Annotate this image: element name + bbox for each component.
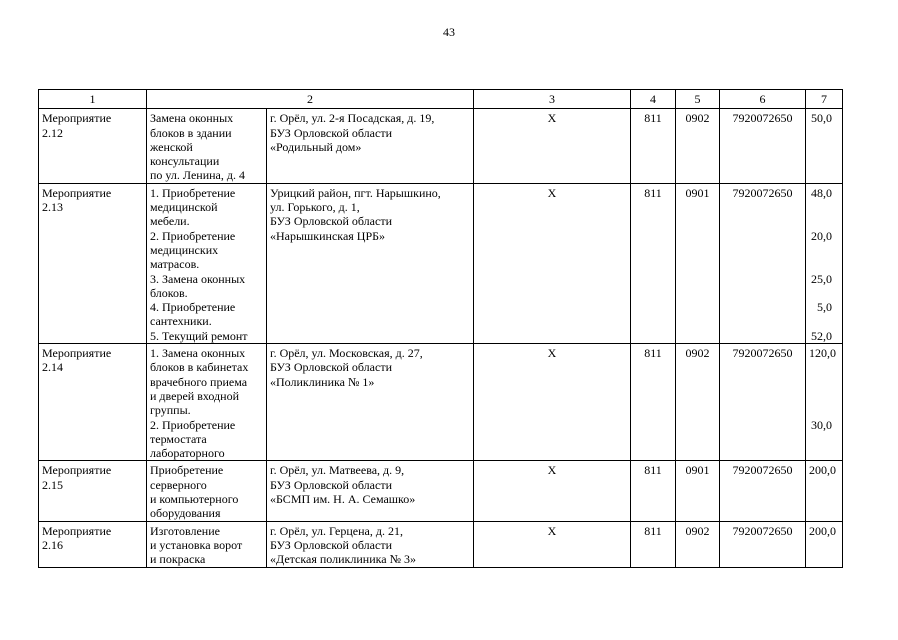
table-row — [39, 344, 843, 461]
measure-description-line: 2. Приобретение — [150, 417, 236, 432]
measure-description-line: 4. Приобретение — [150, 300, 236, 315]
measure-col-3: Х — [474, 344, 631, 461]
measure-name-line: Мероприятие — [42, 185, 112, 200]
measure-name — [39, 109, 147, 183]
page-number: 43 — [443, 25, 455, 39]
measure-name-line: Мероприятие — [42, 463, 112, 478]
table-body — [39, 109, 843, 567]
measure-address-line: «Поликлиника № 1» — [270, 374, 375, 389]
measure-col-4: 811 — [631, 109, 676, 183]
amount-value: 48,0 — [811, 185, 832, 200]
measure-description-line: медицинских — [150, 242, 219, 257]
measure-description-line: блоков в кабинетах — [150, 360, 249, 375]
measure-col-6: 7920072650 — [720, 183, 806, 343]
measure-description — [147, 109, 267, 183]
measure-description-line: оборудования — [150, 506, 221, 521]
header-col-5: 5 — [676, 90, 720, 109]
measure-name — [39, 521, 147, 567]
measure-address-line: БУЗ Орловской области — [270, 360, 392, 375]
amount-value: 200,0 — [809, 463, 836, 478]
header-col-1: 1 — [39, 90, 147, 109]
measure-description-line: врачебного приема — [150, 374, 248, 389]
measure-amounts — [806, 109, 843, 183]
measures-table — [38, 89, 843, 568]
header-row — [39, 90, 843, 109]
amount-value: 200,0 — [809, 523, 836, 538]
header-col-7: 7 — [806, 90, 843, 109]
measure-description-line: женской — [150, 139, 193, 154]
measure-description-line: 1. Замена оконных — [150, 346, 246, 361]
measure-col-4: 811 — [631, 461, 676, 521]
amount-gap — [809, 243, 832, 272]
measure-name-line: Мероприятие — [42, 523, 112, 538]
measure-address — [267, 344, 474, 461]
measure-name — [39, 344, 147, 461]
measure-description-line: медицинской — [150, 200, 218, 215]
amount-value: 25,0 — [811, 271, 832, 286]
measure-description-line: 3. Замена оконных — [150, 271, 246, 286]
measure-address-line: г. Орёл, ул. 2-я Посадская, д. 19, — [270, 111, 435, 126]
measure-col-6: 7920072650 — [720, 109, 806, 183]
measure-address — [267, 521, 474, 567]
measure-col-5: 0902 — [676, 521, 720, 567]
measure-col-3: Х — [474, 461, 631, 521]
measure-description-line: и покраска — [150, 552, 206, 567]
measure-name — [39, 461, 147, 521]
amount-value: 50,0 — [811, 111, 832, 126]
measure-description-line: Изготовление — [150, 523, 220, 538]
measure-name — [39, 183, 147, 343]
measure-description-line: серверного — [150, 477, 207, 492]
measure-col-6: 7920072650 — [720, 461, 806, 521]
measure-address-line: «Нарышкинская ЦРБ» — [270, 228, 386, 243]
measure-description-line: термостата — [150, 431, 207, 446]
measure-col-5: 0901 — [676, 183, 720, 343]
measure-description-line: консультации — [150, 154, 220, 169]
measure-description-line: 5. Текущий ремонт — [150, 328, 248, 343]
amount-gap — [809, 314, 832, 328]
measure-name-line: 2.14 — [42, 360, 63, 375]
measure-name-line: 2.16 — [42, 537, 63, 552]
measure-address-line: «Детская поликлиника № 3» — [270, 552, 417, 567]
amount-value: 120,0 — [809, 346, 836, 361]
amount-value: 52,0 — [811, 328, 832, 343]
measure-description-line: матрасов. — [150, 257, 200, 272]
measure-address-line: «Родильный дом» — [270, 139, 362, 154]
amount-gap — [809, 360, 832, 417]
header-col-3: 3 — [474, 90, 631, 109]
measure-description-line: лабораторного — [150, 446, 225, 461]
measure-name-line: 2.12 — [42, 125, 63, 140]
measure-address-line: БУЗ Орловской области — [270, 537, 392, 552]
table-row — [39, 183, 843, 343]
measure-description-line: 2. Приобретение — [150, 228, 236, 243]
measure-amounts — [806, 344, 843, 461]
measure-address-line: г. Орёл, ул. Герцена, д. 21, — [270, 523, 403, 538]
amount-gap — [809, 286, 832, 300]
table-row — [39, 521, 843, 567]
measure-col-6: 7920072650 — [720, 521, 806, 567]
measure-description-line: 1. Приобретение — [150, 185, 236, 200]
measure-address-line: г. Орёл, ул. Московская, д. 27, — [270, 346, 423, 361]
measure-description-line: и установка ворот — [150, 537, 243, 552]
amount-value: 30,0 — [811, 417, 832, 432]
measure-col-4: 811 — [631, 521, 676, 567]
measure-col-5: 0902 — [676, 344, 720, 461]
header-col-4: 4 — [631, 90, 676, 109]
table-header — [39, 90, 843, 109]
measure-description — [147, 183, 267, 343]
measure-col-6: 7920072650 — [720, 344, 806, 461]
measure-amounts — [806, 521, 843, 567]
measure-address — [267, 183, 474, 343]
measure-col-4: 811 — [631, 183, 676, 343]
amount-value: 20,0 — [811, 228, 832, 243]
measure-address — [267, 461, 474, 521]
measure-col-3: Х — [474, 521, 631, 567]
measure-description-line: и дверей входной — [150, 388, 240, 403]
measure-col-3: Х — [474, 109, 631, 183]
measure-name-line: Мероприятие — [42, 346, 112, 361]
measure-description-line: Замена оконных — [150, 111, 234, 126]
measure-description-line: по ул. Ленина, д. 4 — [150, 168, 245, 183]
measure-col-4: 811 — [631, 344, 676, 461]
measure-name-line: 2.15 — [42, 477, 63, 492]
amount-value: 5,0 — [817, 300, 832, 315]
measure-address — [267, 109, 474, 183]
table-row — [39, 109, 843, 183]
measure-name-line: Мероприятие — [42, 111, 112, 126]
measure-description-line: группы. — [150, 403, 191, 418]
measure-address-line: БУЗ Орловской области — [270, 477, 392, 492]
measure-description-line: мебели. — [150, 214, 190, 229]
measure-description — [147, 461, 267, 521]
measure-description — [147, 344, 267, 461]
measure-address-line: г. Орёл, ул. Матвеева, д. 9, — [270, 463, 405, 478]
measure-address-line: «БСМП им. Н. А. Семашко» — [270, 492, 416, 507]
measure-description-line: и компьютерного — [150, 492, 239, 507]
measure-col-5: 0901 — [676, 461, 720, 521]
measure-col-5: 0902 — [676, 109, 720, 183]
measure-description-line: Приобретение — [150, 463, 224, 478]
measure-col-3: Х — [474, 183, 631, 343]
measure-amounts — [806, 461, 843, 521]
measure-amounts — [806, 183, 843, 343]
measure-description-line: блоков в здании — [150, 125, 232, 140]
measure-name-line: 2.13 — [42, 200, 63, 215]
measure-description-line: сантехники. — [150, 314, 212, 329]
measure-address-line: Урицкий район, пгт. Нарышкино, — [270, 185, 441, 200]
measure-description-line: блоков. — [150, 285, 188, 300]
header-col-2: 2 — [147, 90, 474, 109]
measure-address-line: БУЗ Орловской области — [270, 214, 392, 229]
measure-description — [147, 521, 267, 567]
measure-address-line: ул. Горького, д. 1, — [270, 200, 360, 215]
table-row — [39, 461, 843, 521]
measure-address-line: БУЗ Орловской области — [270, 125, 392, 140]
amount-gap — [809, 200, 832, 229]
header-col-6: 6 — [720, 90, 806, 109]
